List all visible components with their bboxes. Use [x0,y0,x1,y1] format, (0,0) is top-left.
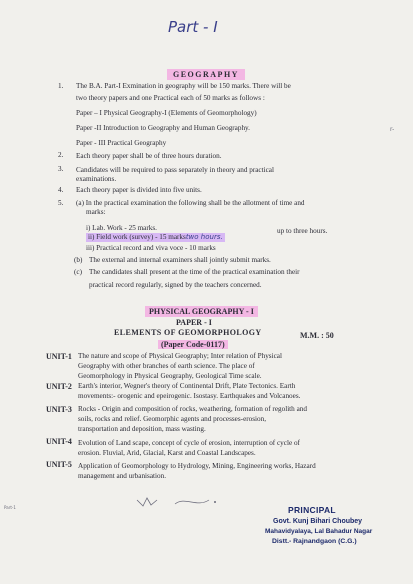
practical-record: iii) Practical record and viva voce - 10 marks [86,244,216,252]
signature-scribble [135,492,225,512]
paper-3-line: Paper - III Practical Geography [76,139,167,147]
practical-field-work: ii) Field work (survey) - 15 markstwo hours. [88,233,223,241]
physical-geography-heading: PHYSICAL GEOGRAPHY - I [145,306,258,317]
paper-number: PAPER - I [176,318,212,327]
max-marks: M.M. : 50 [300,331,334,340]
handwritten-title: Part - I [168,18,218,36]
side-mark: r- [390,126,395,133]
practical-time-note: up to three hours. [277,227,328,235]
practical-lab-work: i) Lab. Work - 25 marks. [86,224,157,232]
paper-title: ELEMENTS OF GEOMORPHOLOGY [114,328,262,337]
paper-2-line: Paper -II Introduction to Geography and Human Geography. [76,124,250,132]
paper-1-line: Paper – I Physical Geography-I (Elements of Geomorphology) [76,109,257,117]
paper-code: (Paper Code-0117) [158,340,228,349]
page-heading: GEOGRAPHY [167,69,245,80]
margin-mark: Part-1 [4,505,16,510]
